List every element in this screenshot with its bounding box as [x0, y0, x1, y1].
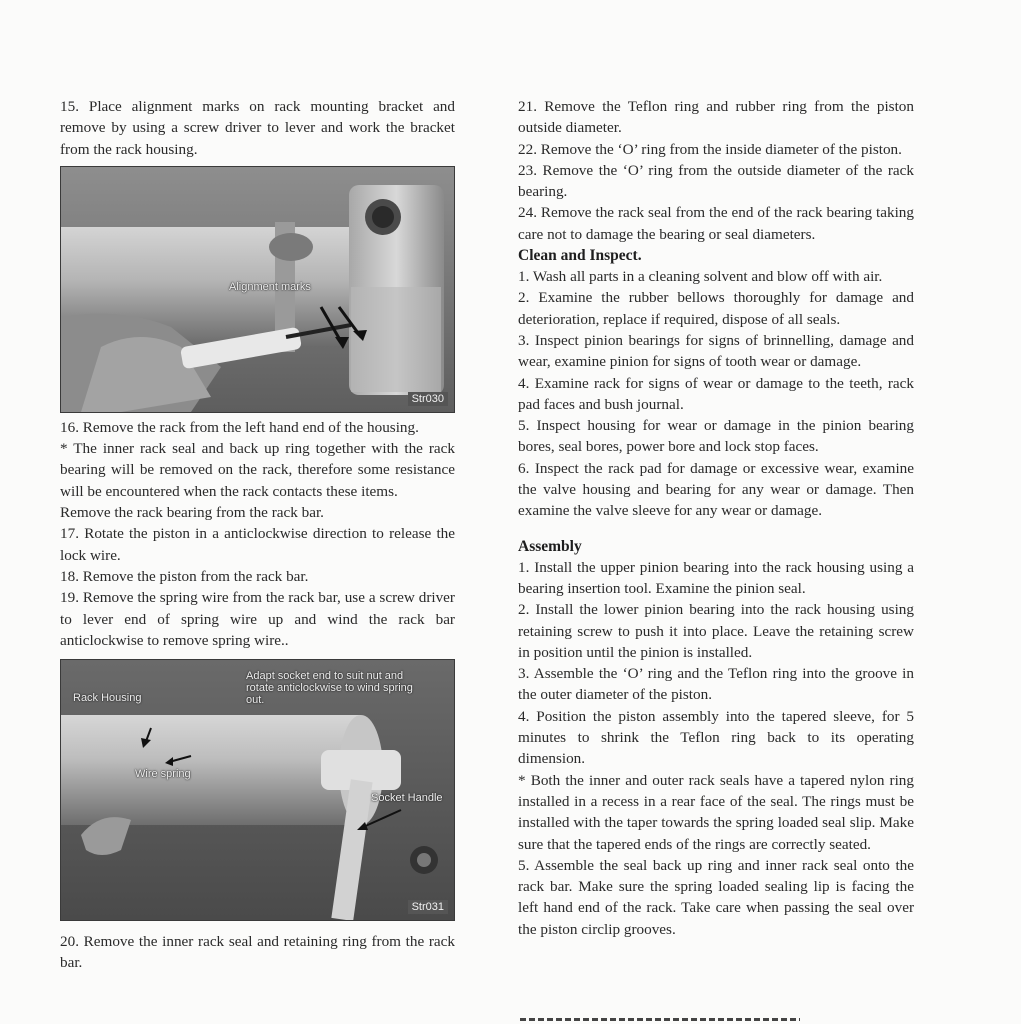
step-21: 21. Remove the Teflon ring and rubber ring from the piston outside diameter.: [518, 98, 914, 137]
page-bottom-rule: [520, 1018, 800, 1021]
clean-step-2: 2. Examine the rubber bellows thoroughly for damage and deterioration, replace if required, dispose of all seals.: [518, 289, 914, 328]
assembly-note: * Both the inner and outer rack seals have a tapered nylon ring installed in a recess in a rear face of the seal. The rings must be installed with the taper towards the spring loaded seal slip. Make sure that the tapered ends of the rings are correctly seated.: [518, 771, 914, 853]
clean-step-4: 4. Examine rack for signs of wear or damage to the teeth, rack pad faces and bush journal.: [518, 374, 914, 413]
step-23: 23. Remove the ‘O’ ring from the outside diameter of the rack bearing.: [518, 161, 914, 201]
step-22: 22. Remove the ‘O’ ring from the inside diameter of the piston.: [518, 140, 902, 158]
assembly-step-1: 1. Install the upper pinion bearing into the rack housing using a bearing insertion tool. Examine the pinion seal.: [518, 558, 914, 597]
photo-wire-spring: [60, 659, 455, 921]
left-column: [60, 96, 455, 974]
step-20: 20. Remove the inner rack seal and retaining ring from the rack bar.: [60, 933, 455, 972]
wire-spring-label: Wire spring: [135, 768, 191, 781]
clean-step-5: 5. Inspect housing for wear or damage in the pinion bearing bores, seal bores, power bore and lock stop faces.: [518, 417, 914, 456]
photo-alignment-marks: [60, 166, 455, 413]
clean-step-6: 6. Inspect the rack pad for damage or excessive wear, examine the valve housing and bearing for any wear or damage. Then examine the valve sleeve for any wear or damage.: [518, 459, 914, 520]
assembly-heading: Assembly: [518, 537, 582, 555]
assembly-step-5: 5. Assemble the seal back up ring and inner rack seal onto the rack bar. Make sure the spring loaded sealing lip is facing the left hand end of the rack. Take care when passing the seal over the piston circlip grooves.: [518, 856, 914, 938]
alignment-marks-label: Alignment marks: [229, 280, 311, 293]
right-column: [518, 96, 914, 940]
adapt-socket-label: Adapt socket end to suit nut and rotate anticlockwise to wind spring out.: [246, 670, 413, 707]
photo-tag-str031: Str031: [408, 900, 448, 914]
assembly-step-2: 2. Install the lower pinion bearing into the rack housing using retaining screw to push it into place. Leave the retaining screw in position until the pinion is installed.: [518, 601, 914, 661]
step-18: 18. Remove the piston from the rack bar.: [60, 567, 309, 585]
photo-tag-str030: Str030: [408, 392, 448, 406]
assembly-step-3: 3. Assemble the ‘O’ ring and the Teflon ring into the groove in the outer diameter of the piston.: [518, 665, 914, 704]
clean-inspect-heading: Clean and Inspect.: [518, 247, 642, 265]
clean-step-1: 1. Wash all parts in a cleaning solvent and blow off with air.: [518, 268, 883, 286]
socket-handle-label: Socket Handle: [371, 792, 443, 805]
step-24: 24. Remove the rack seal from the end of the rack bearing taking care not to damage the bearing or seal diameters.: [518, 204, 914, 243]
step-17: 17. Rotate the piston in a anticlockwise direction to release the lock wire.: [60, 525, 455, 564]
assembly-step-4: 4. Position the piston assembly into the tapered sleeve, for 5 minutes to shrink the Teflon ring back to its operating dimension.: [518, 707, 914, 768]
clean-step-3: 3. Inspect pinion bearings for signs of brinnelling, damage and wear, examine pinion for signs of tooth wear or damage.: [518, 331, 914, 371]
step-19: 19. Remove the spring wire from the rack bar, use a screw driver to lever end of spring wire up and wind the rack bar anticlockwise to remove spring wire..: [60, 589, 455, 649]
remove-bearing: Remove the rack bearing from the rack bar.: [60, 504, 324, 522]
step-15: 15. Place alignment marks on rack mounting bracket and remove by using a screw driver to lever and work the bracket from the rack housing.: [60, 98, 455, 158]
rack-housing-label: Rack Housing: [73, 692, 142, 705]
note-16: * The inner rack seal and back up ring together with the rack bearing will be removed on the rack, therefore some resistance will be encountered when the rack contacts these items.: [60, 440, 455, 500]
step-16: 16. Remove the rack from the left hand end of the housing.: [60, 418, 419, 436]
